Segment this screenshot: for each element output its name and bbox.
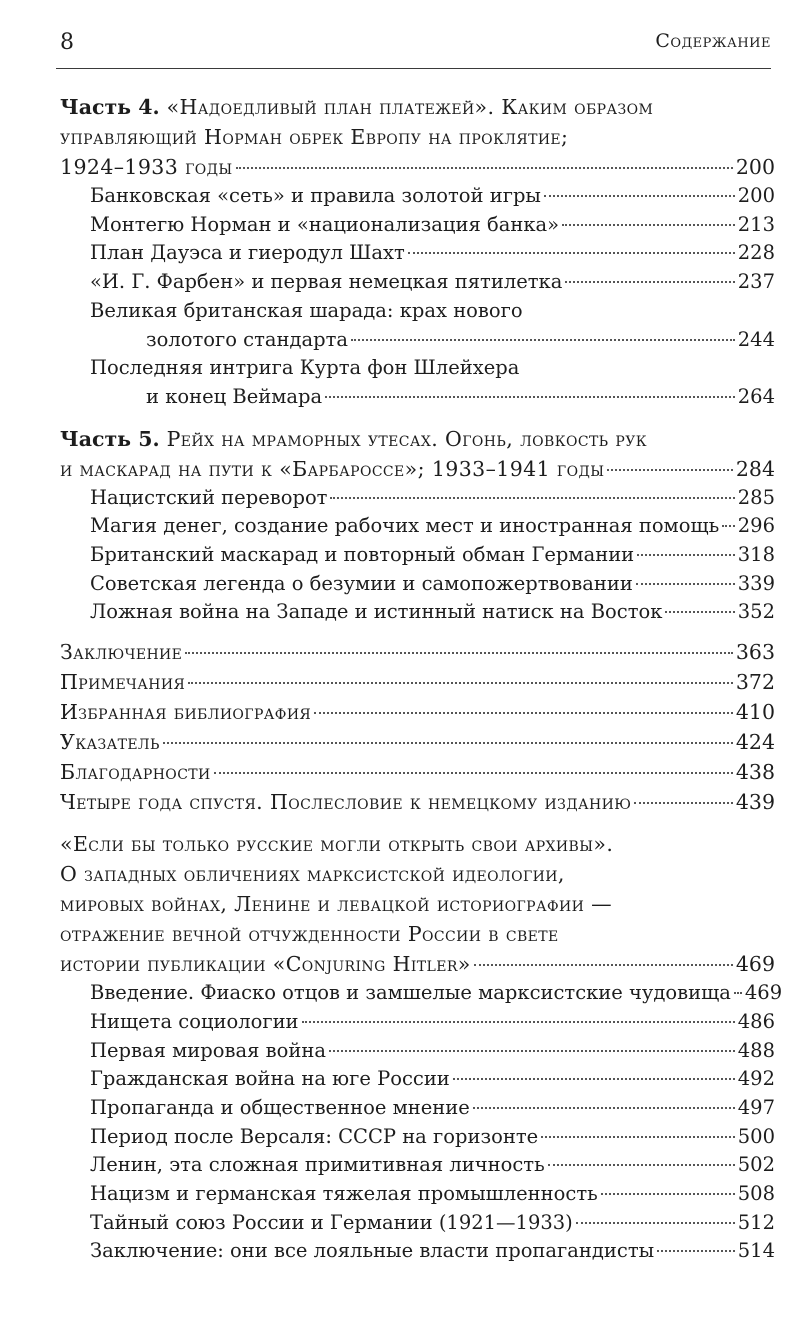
page-ref: 372 bbox=[735, 670, 775, 695]
dot-leader bbox=[576, 1222, 735, 1224]
toc-subentry[interactable]: золотого стандарта 244 bbox=[90, 326, 775, 355]
page-ref: 497 bbox=[737, 1095, 775, 1119]
page-ref: 296 bbox=[737, 514, 775, 538]
dot-leader bbox=[541, 1136, 735, 1138]
dot-leader bbox=[408, 252, 735, 254]
dot-leader bbox=[453, 1078, 735, 1080]
toc-part-5 bbox=[60, 424, 775, 628]
dot-leader bbox=[329, 1050, 735, 1052]
toc-subentry[interactable]: Магия денег, создание рабочих мест и иностранная помощь 296 bbox=[90, 512, 775, 541]
dot-leader bbox=[351, 339, 735, 341]
toc-subentry[interactable]: и конец Веймара 264 bbox=[90, 383, 775, 412]
dot-leader bbox=[607, 469, 732, 471]
toc-part-4 bbox=[60, 92, 775, 412]
toc-subentry[interactable]: Ленин, эта сложная примитивная личность 502 bbox=[90, 1151, 775, 1180]
running-title: Содержание bbox=[655, 30, 771, 52]
essay-heading-line: О западных обличениях марксистской идеологии, bbox=[60, 862, 565, 887]
dot-leader bbox=[601, 1193, 735, 1195]
toc-subentry[interactable]: Период после Версаля: СССР на горизонте 500 bbox=[90, 1123, 775, 1152]
page-ref: 469 bbox=[744, 981, 783, 1005]
toc-subentry[interactable]: Введение. Фиаско отцов и замшелые марксистские чудовища 469 bbox=[90, 979, 775, 1008]
toc-essay bbox=[60, 829, 783, 1266]
dot-leader bbox=[214, 772, 733, 774]
toc-subentry[interactable]: Гражданская война на юге России 492 bbox=[90, 1065, 775, 1094]
toc-entry[interactable]: Заключение 363 bbox=[60, 637, 775, 667]
toc-subentry[interactable]: Заключение: они все лояльные власти пропагандисты 514 bbox=[90, 1237, 775, 1266]
toc-subentry[interactable]: Нищета социологии 486 bbox=[90, 1008, 775, 1037]
dot-leader bbox=[185, 652, 733, 654]
dot-leader bbox=[163, 742, 733, 744]
toc-subentry[interactable]: «И. Г. Фарбен» и первая немецкая пятилетка 237 bbox=[90, 268, 775, 297]
dot-leader bbox=[236, 167, 733, 169]
page-number: 8 bbox=[60, 30, 74, 55]
page-ref: 502 bbox=[737, 1153, 775, 1177]
toc-entry[interactable]: истории публикации «Conjuring Hitler» 469 bbox=[60, 949, 775, 979]
dot-leader bbox=[637, 554, 735, 556]
subentries bbox=[60, 484, 775, 628]
toc-subentry[interactable]: Нацизм и германская тяжелая промышленность 508 bbox=[90, 1180, 775, 1209]
essay-heading-line: отражение вечной отчужденности России в свете bbox=[60, 922, 559, 947]
dot-leader bbox=[634, 802, 733, 804]
page-header bbox=[56, 28, 771, 69]
page-ref: 469 bbox=[735, 952, 775, 977]
toc-subentry[interactable]: Тайный союз России и Германии (1921—1933) 512 bbox=[90, 1209, 775, 1238]
dot-leader bbox=[657, 1250, 735, 1252]
toc-entry[interactable]: Указатель 424 bbox=[60, 727, 775, 757]
dot-leader bbox=[565, 281, 734, 283]
page-ref: 318 bbox=[737, 543, 775, 567]
page-ref: 363 bbox=[735, 640, 775, 665]
dot-leader bbox=[325, 396, 735, 398]
page-ref: 264 bbox=[737, 384, 775, 408]
dot-leader bbox=[302, 1021, 735, 1023]
subentries bbox=[60, 979, 783, 1266]
essay-heading-line: мировых войнах, Ленине и левацкой историографии — bbox=[60, 892, 613, 917]
toc-subentry[interactable]: Монтегю Норман и «национализация банка» 213 bbox=[90, 211, 775, 240]
toc-subentry[interactable]: Советская легенда о безумии и самопожертвовании 339 bbox=[90, 570, 775, 599]
page-ref: 285 bbox=[737, 485, 775, 509]
subentries bbox=[60, 182, 775, 412]
toc-entry[interactable]: Примечания 372 bbox=[60, 667, 775, 697]
part-heading-line: управляющий Норман обрек Европу на проклятие; bbox=[60, 125, 569, 149]
dot-leader bbox=[548, 1164, 735, 1166]
toc-subentry[interactable]: Нацистский переворот 285 bbox=[90, 484, 775, 513]
dot-leader bbox=[330, 497, 734, 499]
dot-leader bbox=[734, 992, 742, 994]
toc-subentry[interactable]: Британский маскарад и повторный обман Германии 318 bbox=[90, 541, 775, 570]
dot-leader bbox=[473, 1107, 735, 1109]
page-ref: 492 bbox=[737, 1067, 775, 1091]
page-ref: 339 bbox=[737, 571, 775, 595]
part-heading-line: Часть 5. Рейх на мраморных утесах. Огонь, ловкость рук bbox=[60, 426, 648, 451]
page-ref: 213 bbox=[737, 212, 775, 236]
page-ref: 508 bbox=[737, 1182, 775, 1206]
dot-leader bbox=[544, 195, 735, 197]
page-ref: 514 bbox=[737, 1239, 775, 1263]
page-ref: 200 bbox=[737, 184, 775, 207]
page-ref: 438 bbox=[735, 760, 775, 785]
dot-leader bbox=[636, 583, 735, 585]
page-ref: 512 bbox=[737, 1210, 775, 1234]
page-ref: 439 bbox=[735, 790, 775, 815]
page-ref: 410 bbox=[735, 700, 775, 725]
toc-main-entries bbox=[60, 637, 775, 817]
page-ref: 500 bbox=[737, 1124, 775, 1148]
dot-leader bbox=[722, 525, 735, 527]
page-ref: 228 bbox=[737, 241, 775, 265]
toc-subentry[interactable]: План Дауэса и гиеродул Шахт 228 bbox=[90, 239, 775, 268]
toc-subentry-line: Великая британская шарада: крах нового bbox=[90, 298, 523, 322]
table-of-contents bbox=[60, 92, 783, 1266]
page-ref: 424 bbox=[735, 730, 775, 755]
toc-subentry[interactable]: Банковская «сеть» и правила золотой игры 200 bbox=[90, 182, 775, 211]
page-ref: 284 bbox=[735, 456, 775, 481]
dot-leader bbox=[188, 682, 733, 684]
toc-subentry[interactable]: Пропаганда и общественное мнение 497 bbox=[90, 1094, 775, 1123]
dot-leader bbox=[474, 964, 733, 966]
toc-entry[interactable]: Избранная библиография 410 bbox=[60, 697, 775, 727]
part-label: Часть 5. bbox=[60, 426, 160, 451]
toc-entry[interactable]: Благодарности 438 bbox=[60, 757, 775, 787]
page-ref: 488 bbox=[737, 1038, 775, 1062]
toc-subentry[interactable]: Первая мировая война 488 bbox=[90, 1037, 775, 1066]
toc-entry[interactable]: и маскарад на пути к «Барбароссе»; 1933–1941 годы 284 bbox=[60, 454, 775, 484]
page-ref: 237 bbox=[737, 270, 775, 294]
toc-entry[interactable]: 1924–1933 годы 200 bbox=[60, 152, 775, 182]
page-ref: 486 bbox=[737, 1009, 775, 1033]
page-ref: 200 bbox=[735, 155, 775, 179]
page-ref: 352 bbox=[737, 600, 775, 624]
essay-heading-line: «Если бы только русские могли открыть свои архивы». bbox=[60, 832, 614, 857]
part-heading-line: Часть 4. «Надоедливый план платежей». Каким образом bbox=[60, 95, 654, 119]
page-ref: 244 bbox=[737, 327, 775, 351]
toc-entry[interactable]: Четыре года спустя. Послесловие к немецкому изданию 439 bbox=[60, 787, 775, 817]
dot-leader bbox=[665, 611, 734, 613]
dot-leader bbox=[562, 224, 735, 226]
toc-subentry[interactable]: Ложная война на Западе и истинный натиск на Восток 352 bbox=[90, 598, 775, 627]
dot-leader bbox=[314, 712, 733, 714]
part-label: Часть 4. bbox=[60, 95, 160, 119]
toc-subentry-line: Последняя интрига Курта фон Шлейхера bbox=[90, 356, 520, 380]
